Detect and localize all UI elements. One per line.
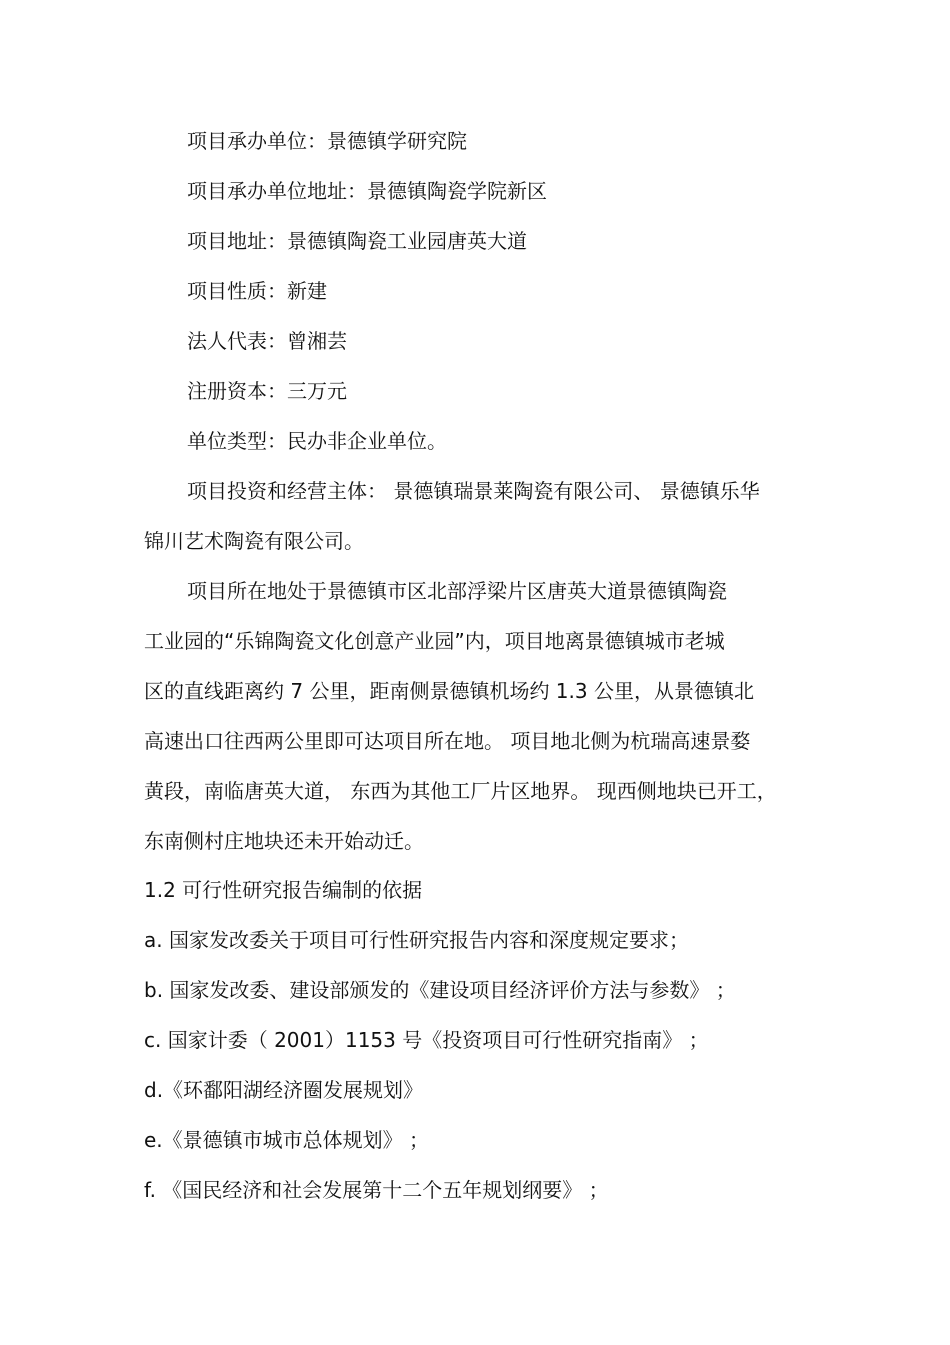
project-address-line: 项目地址：景德镇陶瓷工业园唐英大道	[187, 229, 527, 253]
location-paragraph-line-3: 区的直线距离约 7 公里，距南侧景德镇机场约 1.3 公里，从景德镇北	[144, 679, 754, 703]
investment-entity-continuation: 锦川艺术陶瓷有限公司。	[144, 529, 364, 553]
location-paragraph-line-1: 项目所在地处于景德镇市区北部浮梁片区唐英大道景德镇陶瓷	[187, 579, 727, 603]
section-heading: 1.2 可行性研究报告编制的依据	[144, 878, 423, 902]
registered-capital-line: 注册资本：三万元	[187, 379, 347, 403]
basis-item-b: b. 国家发改委、建设部颁发的《建设项目经济评价方法与参数》 ；	[144, 978, 736, 1002]
basis-item-a: a. 国家发改委关于项目可行性研究报告内容和深度规定要求；	[144, 928, 689, 952]
organizer-address-line: 项目承办单位地址：景德镇陶瓷学院新区	[187, 179, 547, 203]
project-nature-line: 项目性质：新建	[187, 279, 327, 303]
project-organizer-line: 项目承办单位：景德镇学研究院	[187, 129, 467, 153]
location-paragraph-line-5: 黄段，南临唐英大道， 东西为其他工厂片区地界。 现西侧地块已开工，	[144, 779, 777, 803]
basis-item-f: f. 《国民经济和社会发展第十二个五年规划纲要》 ；	[144, 1178, 609, 1202]
location-paragraph-line-4: 高速出口往西两公里即可达项目所在地。 项目地北侧为杭瑞高速景婺	[144, 729, 751, 753]
basis-item-e: e.《景德镇市城市总体规划》 ；	[144, 1128, 430, 1152]
location-paragraph-line-2: 工业园的“乐锦陶瓷文化创意产业园”内，项目地离景德镇城市老城	[144, 629, 725, 653]
location-paragraph-line-6: 东南侧村庄地块还未开始动迁。	[144, 829, 424, 853]
legal-representative-line: 法人代表：曾湘芸	[187, 329, 347, 353]
investment-entity-line: 项目投资和经营主体： 景德镇瑞景莱陶瓷有限公司、 景德镇乐华	[187, 479, 760, 503]
basis-item-d: d.《环鄱阳湖经济圈发展规划》	[144, 1078, 424, 1102]
unit-type-line: 单位类型：民办非企业单位。	[187, 429, 447, 453]
basis-item-c: c. 国家计委（ 2001）1153 号《投资项目可行性研究指南》 ；	[144, 1028, 709, 1052]
